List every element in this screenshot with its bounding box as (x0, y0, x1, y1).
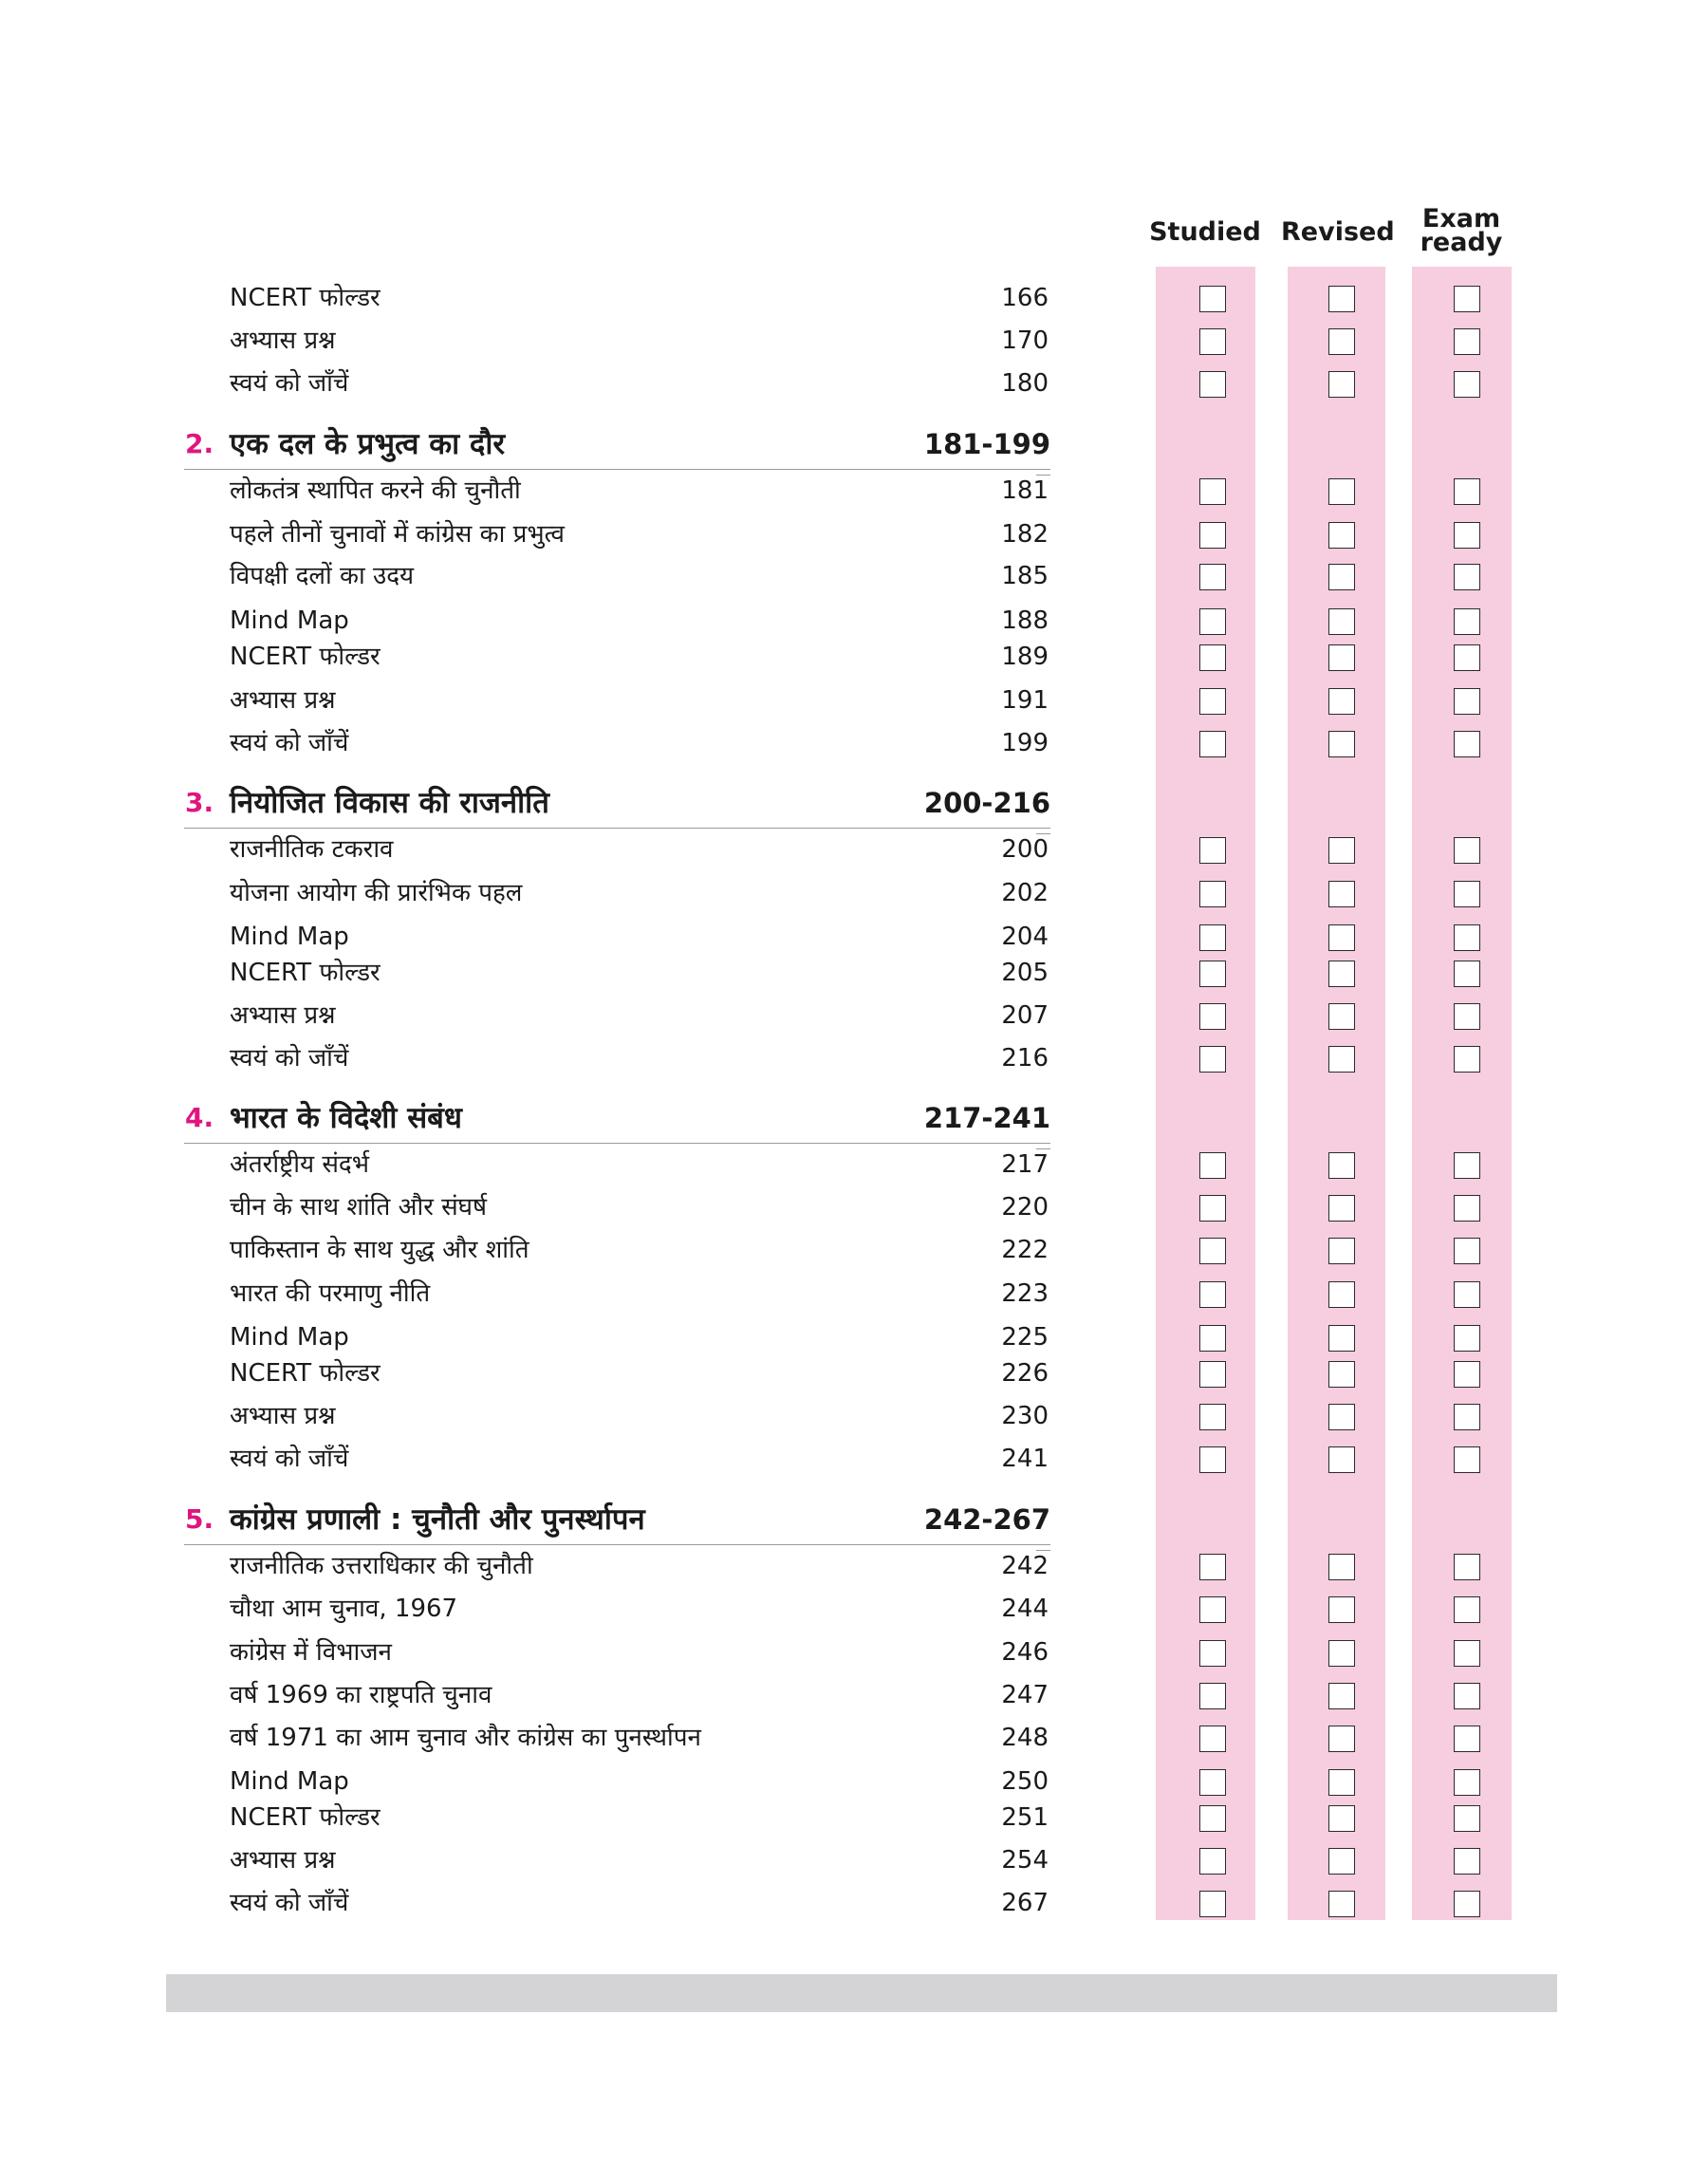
revised-checkbox[interactable] (1328, 478, 1355, 505)
revised-checkbox[interactable] (1328, 1003, 1355, 1030)
chapter-number: 2. (185, 428, 214, 459)
studied-checkbox[interactable] (1199, 1805, 1226, 1832)
studied-checkbox[interactable] (1199, 731, 1226, 757)
revised-checkbox[interactable] (1328, 1683, 1355, 1709)
item-label: पहले तीनों चुनावों में कांग्रेस का प्रभुत्व (230, 520, 565, 549)
item-label: अभ्यास प्रश्न (230, 1846, 336, 1875)
chapter-divider (184, 469, 1050, 470)
studied-checkbox[interactable] (1199, 924, 1226, 951)
studied-checkbox[interactable] (1199, 286, 1226, 312)
revised-checkbox[interactable] (1328, 1446, 1355, 1473)
item-label: लोकतंत्र स्थापित करने की चुनौती (230, 476, 521, 505)
revised-checkbox[interactable] (1328, 608, 1355, 635)
item-page-number: 185 (1001, 562, 1049, 590)
item-page-number: 242 (1001, 1552, 1049, 1580)
chapter-divider (184, 1544, 1050, 1545)
chapter-page-range: 200-216 (923, 787, 1050, 819)
revised-checkbox[interactable] (1328, 1238, 1355, 1264)
item-page-number: 205 (1001, 959, 1049, 987)
revised-checkbox[interactable] (1328, 1554, 1355, 1580)
chapter-number: 5. (185, 1503, 214, 1535)
studied-checkbox[interactable] (1199, 1683, 1226, 1709)
exam-ready-checkbox[interactable] (1454, 371, 1480, 398)
item-label: Mind Map (230, 923, 349, 951)
item-page-number: 225 (1001, 1323, 1049, 1352)
item-label: राजनीतिक उत्तराधिकार की चुनौती (230, 1552, 533, 1580)
item-label: स्वयं को जाँचें (230, 1044, 349, 1073)
studied-checkbox[interactable] (1199, 1195, 1226, 1222)
studied-checkbox[interactable] (1199, 1152, 1226, 1179)
revised-checkbox[interactable] (1328, 881, 1355, 907)
footer-bar (166, 1974, 1557, 2012)
item-page-number: 202 (1001, 879, 1049, 907)
item-page-number: 204 (1001, 923, 1049, 951)
revised-checkbox[interactable] (1328, 1404, 1355, 1430)
revised-checkbox[interactable] (1328, 924, 1355, 951)
item-page-number: 188 (1001, 606, 1049, 635)
item-label: NCERT फोल्डर (230, 1359, 381, 1388)
item-label: वर्ष 1971 का आम चुनाव और कांग्रेस का पुनर्स्थापन (230, 1724, 701, 1752)
studied-checkbox[interactable] (1199, 522, 1226, 549)
exam-ready-checkbox[interactable] (1454, 1640, 1480, 1667)
item-label: स्वयं को जाँचें (230, 369, 349, 398)
chapter-title: भारत के विदेशी संबंध (230, 1101, 462, 1135)
item-label: चीन के साथ शांति और संघर्ष (230, 1193, 488, 1222)
studied-checkbox[interactable] (1199, 1596, 1226, 1623)
exam-ready-checkbox[interactable] (1454, 1238, 1480, 1264)
exam-ready-checkbox[interactable] (1454, 1281, 1480, 1308)
exam-ready-checkbox[interactable] (1454, 522, 1480, 549)
exam-ready-checkbox[interactable] (1454, 837, 1480, 864)
exam-ready-checkbox[interactable] (1454, 1683, 1480, 1709)
revised-checkbox[interactable] (1328, 1805, 1355, 1832)
exam-ready-checkbox[interactable] (1454, 608, 1480, 635)
revised-checkbox[interactable] (1328, 688, 1355, 715)
exam-ready-checkbox[interactable] (1454, 881, 1480, 907)
item-page-number: 220 (1001, 1193, 1049, 1222)
chapter-title: नियोजित विकास की राजनीति (230, 786, 549, 820)
item-page-number: 226 (1001, 1359, 1049, 1388)
studied-checkbox[interactable] (1199, 1640, 1226, 1667)
header-exam-ready (1404, 204, 1518, 257)
item-label: स्वयं को जाँचें (230, 1889, 349, 1917)
item-page-number: 248 (1001, 1724, 1049, 1752)
item-label: अभ्यास प्रश्न (230, 1001, 336, 1030)
chapter-page-range: 181-199 (923, 428, 1050, 460)
revised-checkbox[interactable] (1328, 1726, 1355, 1752)
item-page-number: 207 (1001, 1001, 1049, 1030)
item-label: NCERT फोल्डर (230, 1803, 381, 1832)
revised-checkbox[interactable] (1328, 371, 1355, 398)
exam-ready-checkbox[interactable] (1454, 1596, 1480, 1623)
studied-checkbox[interactable] (1199, 1046, 1226, 1073)
studied-checkbox[interactable] (1199, 564, 1226, 590)
item-page-number: 230 (1001, 1402, 1049, 1430)
item-label: Mind Map (230, 1323, 349, 1352)
item-label: पाकिस्तान के साथ युद्ध और शांति (230, 1236, 529, 1264)
revised-checkbox[interactable] (1328, 1596, 1355, 1623)
item-label: Mind Map (230, 606, 349, 635)
item-label: भारत की परमाणु नीति (230, 1279, 431, 1308)
exam-ready-checkbox[interactable] (1454, 1003, 1480, 1030)
exam-ready-checkbox[interactable] (1454, 1325, 1480, 1352)
item-page-number: 180 (1001, 369, 1049, 398)
item-page-number: 267 (1001, 1889, 1049, 1917)
studied-checkbox[interactable] (1199, 688, 1226, 715)
chapter-number: 4. (185, 1102, 214, 1133)
item-page-number: 200 (1001, 835, 1049, 864)
item-page-number: 217 (1001, 1150, 1049, 1179)
exam-ready-checkbox[interactable] (1454, 1726, 1480, 1752)
revised-checkbox[interactable] (1328, 564, 1355, 590)
exam-ready-checkbox[interactable] (1454, 1805, 1480, 1832)
studied-checkbox[interactable] (1199, 881, 1226, 907)
item-page-number: 254 (1001, 1846, 1049, 1875)
studied-checkbox[interactable] (1199, 1726, 1226, 1752)
item-label: NCERT फोल्डर (230, 643, 381, 671)
item-page-number: 191 (1001, 686, 1049, 715)
item-page-number: 170 (1001, 327, 1049, 355)
item-page-number: 222 (1001, 1236, 1049, 1264)
item-label: स्वयं को जाँचें (230, 729, 349, 757)
item-label: अंतर्राष्ट्रीय संदर्भ (230, 1150, 369, 1179)
exam-ready-checkbox[interactable] (1454, 731, 1480, 757)
revised-checkbox[interactable] (1328, 644, 1355, 671)
item-label: वर्ष 1969 का राष्ट्रपति चुनाव (230, 1681, 492, 1709)
item-page-number: 199 (1001, 729, 1049, 757)
revised-checkbox[interactable] (1328, 961, 1355, 987)
item-label: NCERT फोल्डर (230, 959, 381, 987)
item-label: कांग्रेस में विभाजन (230, 1638, 392, 1667)
studied-checkbox[interactable] (1199, 961, 1226, 987)
item-page-number: 182 (1001, 520, 1049, 549)
revised-checkbox[interactable] (1328, 1769, 1355, 1796)
exam-ready-checkbox[interactable] (1454, 1046, 1480, 1073)
header-revised: Revised (1281, 217, 1395, 247)
exam-ready-checkbox[interactable] (1454, 328, 1480, 355)
item-page-number: 223 (1001, 1279, 1049, 1308)
studied-checkbox[interactable] (1199, 837, 1226, 864)
exam-ready-checkbox[interactable] (1454, 1446, 1480, 1473)
header-exam-ready-line2: ready (1420, 228, 1503, 257)
studied-checkbox[interactable] (1199, 1238, 1226, 1264)
revised-checkbox[interactable] (1328, 731, 1355, 757)
item-label: NCERT फोल्डर (230, 284, 381, 312)
header-studied: Studied (1149, 217, 1261, 247)
studied-checkbox[interactable] (1199, 1554, 1226, 1580)
revised-checkbox[interactable] (1328, 1361, 1355, 1388)
item-page-number: 181 (1001, 476, 1049, 505)
studied-checkbox[interactable] (1199, 1361, 1226, 1388)
chapter-page-range: 217-241 (923, 1102, 1050, 1134)
studied-checkbox[interactable] (1199, 1325, 1226, 1352)
item-page-number: 166 (1001, 284, 1049, 312)
item-label: अभ्यास प्रश्न (230, 686, 336, 715)
exam-ready-checkbox[interactable] (1454, 1848, 1480, 1875)
item-label: अभ्यास प्रश्न (230, 1402, 336, 1430)
exam-ready-checkbox[interactable] (1454, 1554, 1480, 1580)
studied-checkbox[interactable] (1199, 1003, 1226, 1030)
revised-checkbox[interactable] (1328, 1891, 1355, 1917)
header-exam-ready-line1: Exam (1421, 204, 1501, 233)
exam-ready-checkbox[interactable] (1454, 1769, 1480, 1796)
revised-checkbox[interactable] (1328, 328, 1355, 355)
chapter-title: कांग्रेस प्रणाली : चुनौती और पुनर्स्थापन (230, 1502, 645, 1537)
chapter-title: एक दल के प्रभुत्व का दौर (230, 427, 506, 461)
item-page-number: 216 (1001, 1044, 1049, 1073)
item-label: अभ्यास प्रश्न (230, 327, 336, 355)
revised-checkbox[interactable] (1328, 286, 1355, 312)
chapter-divider (184, 1143, 1050, 1144)
studied-checkbox[interactable] (1199, 1891, 1226, 1917)
studied-checkbox[interactable] (1199, 371, 1226, 398)
exam-ready-checkbox[interactable] (1454, 924, 1480, 951)
exam-ready-column-band (1412, 267, 1512, 1920)
studied-checkbox[interactable] (1199, 1769, 1226, 1796)
chapter-page-range: 242-267 (923, 1503, 1050, 1536)
exam-ready-checkbox[interactable] (1454, 1361, 1480, 1388)
revised-checkbox[interactable] (1328, 1046, 1355, 1073)
exam-ready-checkbox[interactable] (1454, 961, 1480, 987)
item-label: राजनीतिक टकराव (230, 835, 394, 864)
exam-ready-checkbox[interactable] (1454, 688, 1480, 715)
item-page-number: 247 (1001, 1681, 1049, 1709)
item-label: योजना आयोग की प्रारंभिक पहल (230, 879, 523, 907)
item-page-number: 250 (1001, 1767, 1049, 1796)
chapter-divider (184, 828, 1050, 829)
exam-ready-checkbox[interactable] (1454, 286, 1480, 312)
exam-ready-checkbox[interactable] (1454, 1891, 1480, 1917)
item-page-number: 241 (1001, 1445, 1049, 1473)
chapter-number: 3. (185, 787, 214, 818)
revised-checkbox[interactable] (1328, 1281, 1355, 1308)
studied-checkbox[interactable] (1199, 1848, 1226, 1875)
item-label: विपक्षी दलों का उदय (230, 562, 415, 590)
studied-checkbox[interactable] (1199, 608, 1226, 635)
revised-checkbox[interactable] (1328, 1152, 1355, 1179)
exam-ready-checkbox[interactable] (1454, 1195, 1480, 1222)
item-page-number: 189 (1001, 643, 1049, 671)
studied-checkbox[interactable] (1199, 1404, 1226, 1430)
revised-checkbox[interactable] (1328, 522, 1355, 549)
exam-ready-checkbox[interactable] (1454, 1152, 1480, 1179)
revised-checkbox[interactable] (1328, 1325, 1355, 1352)
studied-checkbox[interactable] (1199, 644, 1226, 671)
item-label: स्वयं को जाँचें (230, 1445, 349, 1473)
item-page-number: 251 (1001, 1803, 1049, 1832)
studied-column-band (1156, 267, 1255, 1920)
exam-ready-checkbox[interactable] (1454, 564, 1480, 590)
studied-checkbox[interactable] (1199, 478, 1226, 505)
studied-checkbox[interactable] (1199, 328, 1226, 355)
exam-ready-checkbox[interactable] (1454, 478, 1480, 505)
item-page-number: 244 (1001, 1595, 1049, 1623)
item-label: चौथा आम चुनाव, 1967 (230, 1595, 458, 1623)
studied-checkbox[interactable] (1199, 1281, 1226, 1308)
exam-ready-checkbox[interactable] (1454, 644, 1480, 671)
exam-ready-checkbox[interactable] (1454, 1404, 1480, 1430)
item-label: Mind Map (230, 1767, 349, 1796)
revised-checkbox[interactable] (1328, 1640, 1355, 1667)
revised-checkbox[interactable] (1328, 1848, 1355, 1875)
revised-checkbox[interactable] (1328, 1195, 1355, 1222)
item-page-number: 246 (1001, 1638, 1049, 1667)
studied-checkbox[interactable] (1199, 1446, 1226, 1473)
revised-checkbox[interactable] (1328, 837, 1355, 864)
revised-column-band (1288, 267, 1385, 1920)
